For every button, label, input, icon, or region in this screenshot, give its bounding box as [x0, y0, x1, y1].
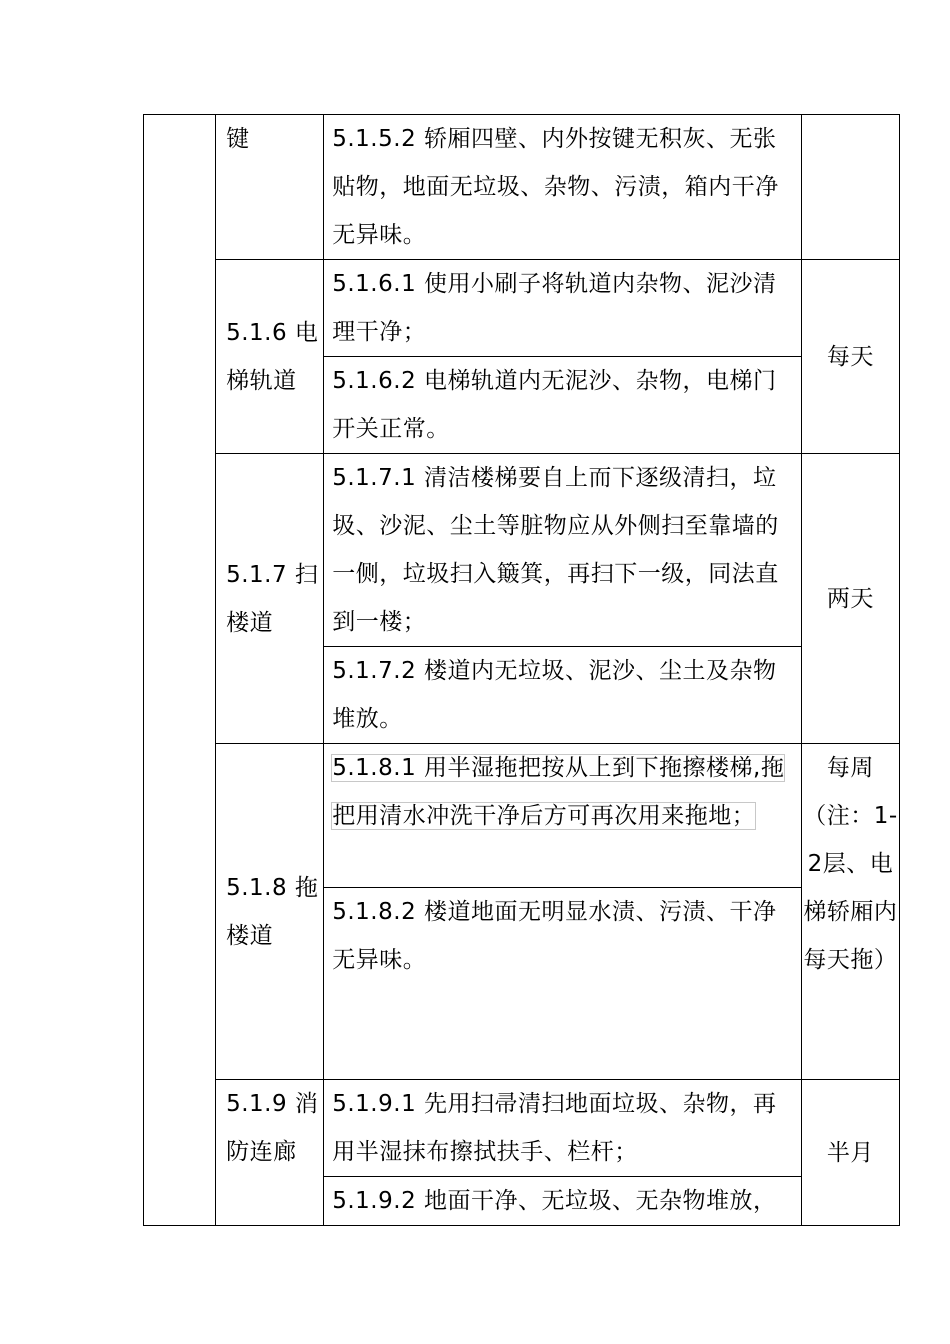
item-description-cell [324, 744, 802, 888]
item-name-cell: 5.1.9 消防连廊 [216, 1080, 324, 1226]
table-row [144, 744, 900, 888]
frequency-cell: 两天 [801, 454, 899, 744]
item-description-cell: 5.1.6.2 电梯轨道内无泥沙、杂物，电梯门开关正常。 [324, 357, 802, 454]
table-row [144, 454, 900, 647]
table-row [144, 115, 900, 260]
table-row [144, 260, 900, 357]
item-description-cell: 5.1.6.1 使用小刷子将轨道内杂物、泥沙清理干净； [324, 260, 802, 357]
item-description-cell: 5.1.9.2 地面干净、无垃圾、无杂物堆放， [324, 1177, 802, 1226]
frequency-cell [801, 115, 899, 260]
item-description-cell: 5.1.9.1 先用扫帚清扫地面垃圾、杂物，再用半湿抹布擦拭扶手、栏杆； [324, 1080, 802, 1177]
frequency-cell: 半月 [801, 1080, 899, 1226]
item-name-cell: 5.1.6 电梯轨道 [216, 260, 324, 454]
frequency-cell: 每周（注：1-2层、电梯轿厢内每天拖） [801, 744, 899, 1080]
category-cell [144, 115, 216, 1226]
item-description-cell: 5.1.7.2 楼道内无垃圾、泥沙、尘土及杂物堆放。 [324, 647, 802, 744]
item-name-cell: 5.1.8 拖楼道 [216, 744, 324, 1080]
frequency-cell: 每天 [801, 260, 899, 454]
item-description-cell: 5.1.8.2 楼道地面无明显水渍、污渍、干净无异味。 [324, 888, 802, 1080]
table-row [144, 1080, 900, 1177]
text-box: 5.1.8.1 用半湿拖把按从上到下拖擦楼梯,拖把用清水冲洗干净后方可再次用来拖地； [332, 755, 785, 829]
item-name-cell: 5.1.7 扫楼道 [216, 454, 324, 744]
standards-table [143, 114, 900, 1226]
item-name-cell: 键 [216, 115, 324, 260]
item-description-cell: 5.1.7.1 清洁楼梯要自上而下逐级清扫，垃圾、沙泥、尘土等脏物应从外侧扫至靠墙的一侧，垃圾扫入簸箕，再扫下一级，同法直到一楼； [324, 454, 802, 647]
item-description-cell: 5.1.5.2 轿厢四壁、内外按键无积灰、无张贴物，地面无垃圾、杂物、污渍，箱内干净无异味。 [324, 115, 802, 260]
